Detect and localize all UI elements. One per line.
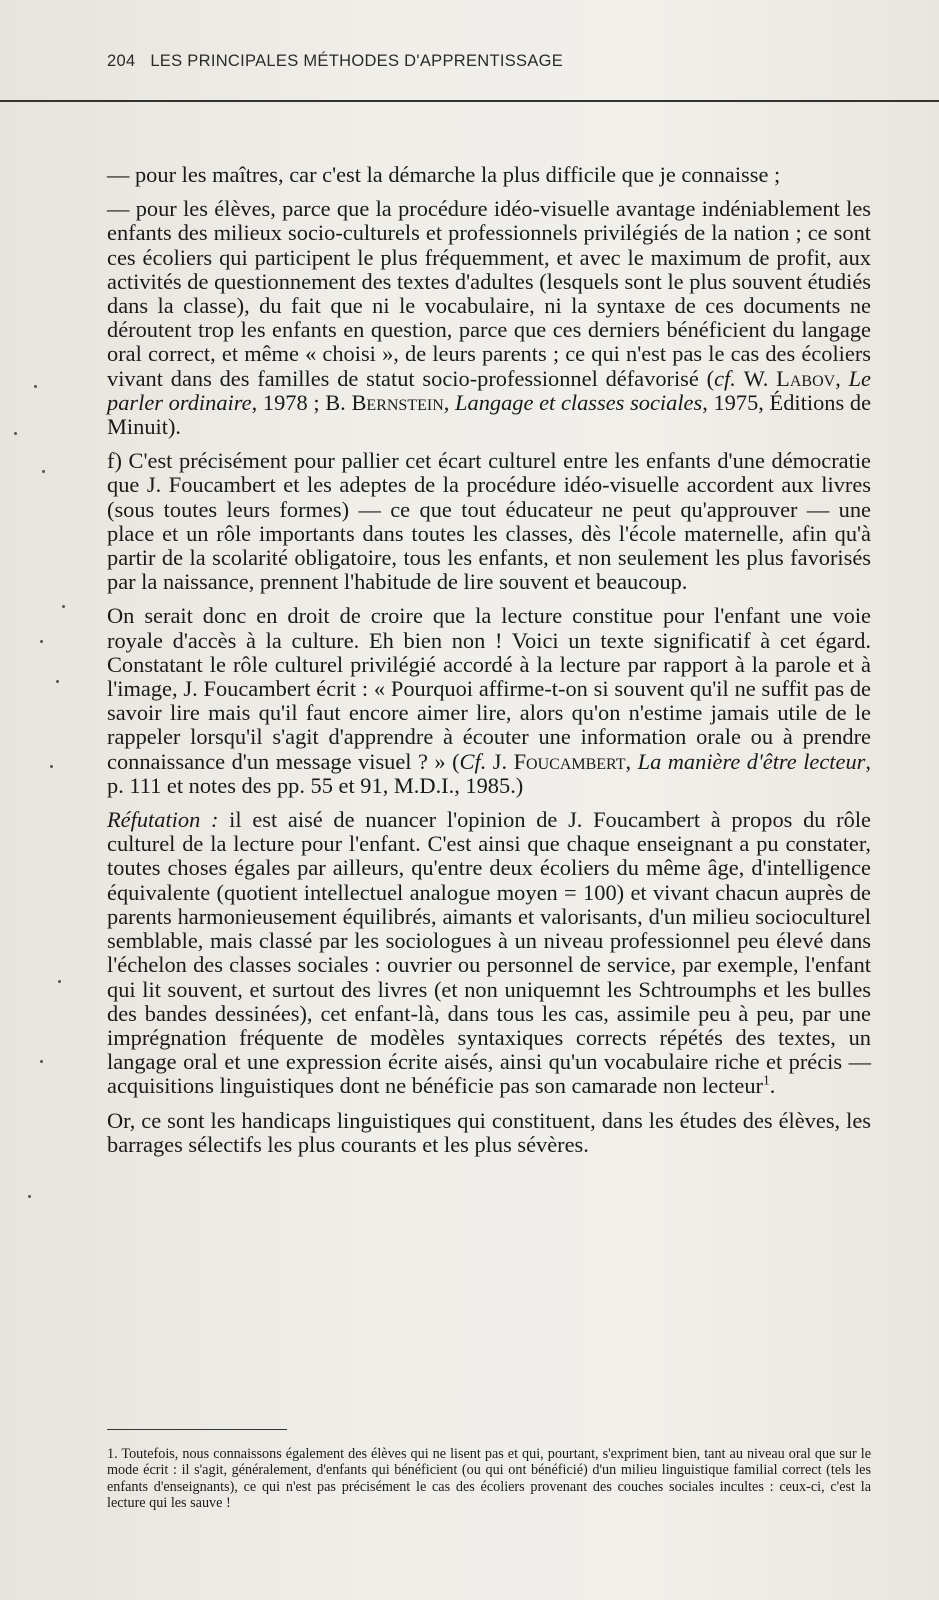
paragraph-6: Or, ce sont les handicaps linguistiques qui constituent, dans les études des élèves, les barrages sélectifs les plus courants et les plus sévères. [107, 1107, 871, 1157]
author-foucambert: Foucambert [513, 748, 626, 774]
speck [40, 1060, 43, 1063]
cf-abbrev: cf. [714, 365, 736, 391]
author-bernstein: Bernstein [351, 389, 444, 415]
paragraph-4-text: On serait donc en droit de croire que la lecture constitue pour l'enfant une voie royale d'accès à la culture. Eh bien non ! Voici un texte significatif à cet égard. Constatant le rôle culturel privilégié accordé à la lecture par rapport à la parole et à l'image, J. Foucambert écrit : « Pourquoi affirme-t-on si souvent qu'il ne suffit pas de savoir lire mais qu'il faut encore aimer lire, alors qu'on n'estime jamais utile de le rappeler lorsqu'il s'agit d'apprendre à écouter une information orale ou à prendre connaissance d'un message visuel ? » ( [107, 603, 871, 774]
speck [14, 432, 17, 435]
paragraph-5-end: . [769, 1073, 776, 1099]
header-rule [0, 100, 939, 102]
paragraph-2-mid: , 1978 ; B. [251, 389, 352, 415]
separator: , [443, 389, 456, 415]
title-langage-classes: Langage et classes sociales [455, 389, 703, 415]
paragraph-4-b: J. [486, 748, 514, 774]
author-labov: W. Labov [743, 365, 836, 391]
running-head [107, 52, 563, 71]
footnote-ref: 1 [762, 1072, 770, 1088]
title-parler-ordinaire: Le parler ordinaire [107, 365, 871, 415]
running-title: LES PRINCIPALES MÉTHODES D'APPRENTISSAGE [150, 52, 564, 70]
footnote-1: 1. Toutefois, nous connaissons également des élèves qui ne lisent pas et qui, pourtant, s'expriment bien, tant au niveau oral que sur le mode écrit : il s'agit, généralement, d'enfants qui bénéficient (ou qui ont bénéficié) d'un milieu linguistique familial correct (tels les enfants d'enseignants), ce qui n'est pas précisément le cas des écoliers provenant des couches sociales incultes : ceux-ci, c'est la lecture qui les sauve ! [107, 1446, 871, 1512]
speck [42, 470, 45, 473]
paragraph-5-text: il est aisé de nuancer l'opinion de J. Foucambert à propos du rôle culturel de la lecture pour l'enfant. C'est ainsi que chaque enseignant a pu constater, toutes choses égales par ailleurs, qu'entre deux écoliers du même âge, d'intelligence équivalente (quotient intellectuel analogue moyen = 100) et vivant chacun auprès de parents harmonieusement équilibrés, aimants et valorisants, d'un milieu socioculturel semblable, mais classé par les sociologues à un niveau professionnel peu élevé dans l'échelon des classes sociales : ouvrier ou personnel de service, par exemple, l'enfant qui lit souvent, et surtout des livres (et non uniquemnt les Schtroumphs et les bulles des bandes dessinées), cet enfant-là, dans tous les cas, assimile peu à peu, par une imprégnation fréquente de modèles syntaxiques corrects répétés des textes, un langage oral et une expression écrite aisés, ainsi qu'un vocabulaire riche et précis — acquisitions linguistiques dont ne bénéficie pas son camarade non lecteur [107, 807, 871, 1099]
speck [56, 680, 59, 683]
paragraph-2-end: , 1975, Éditions de Minuit). [107, 389, 872, 440]
refutation-label: Réfutation : [107, 807, 219, 833]
speck [58, 980, 61, 983]
page-number: 204 [107, 52, 136, 70]
separator: , [835, 365, 849, 391]
title-maniere-lecteur: La manière d'être lecteur [637, 748, 866, 774]
paragraph-1: — pour les maîtres, car c'est la démarche la plus difficile que je connaisse ; [107, 162, 781, 187]
footnote-rule [107, 1429, 287, 1430]
speck [62, 605, 65, 608]
paragraph-5 [107, 808, 871, 1098]
speck [40, 640, 43, 643]
paragraph-4-end: , p. 111 et notes des pp. 55 et 91, M.D.I., 1985.) [107, 748, 871, 798]
separator: , [625, 748, 638, 774]
paragraph-4 [107, 604, 871, 798]
body-text [107, 163, 871, 1167]
speck [50, 765, 53, 768]
footnotes [107, 1446, 871, 1512]
paragraph-2-text: — pour les élèves, parce que la procédure idéo-visuelle avantage indéniablement les enfants des milieux socio-culturels et professionnels privilégiés de la nation ; ce sont ces écoliers qui participent le plus fréquemment, et avec le maximum de profit, aux activités de questionnement des textes d'adultes (lesquels sont le plus souvent étudiés dans la classe), du fait que ni le vocabulaire, ni la syntaxe de ces documents ne déroutent trop les enfants en question, parce que ces derniers bénéficient du langage oral correct, et même « choisi », de leurs parents ; ce qui n'est pas le cas des écoliers vivant dans des familles de statut socio-professionnel défavorisé ( [107, 196, 871, 391]
speck [28, 1195, 31, 1198]
paragraph-2 [107, 197, 871, 439]
speck [34, 385, 37, 388]
cf-abbrev: Cf. [459, 748, 487, 774]
paragraph-3: f) C'est précisément pour pallier cet écart culturel entre les enfants d'une démocratie que J. Foucambert et les adeptes de la procédure idéo-visuelle accordent aux livres (sous toutes leurs formes) — ce que tout éducateur ne peut qu'approuver — une place et un rôle importants dans toutes les classes, dès l'école maternelle, afin qu'à partir de la scolarité obligatoire, tous les enfants, et non seulement les plus favorisés par la naissance, prennent l'habitude de lire souvent et beaucoup. [107, 448, 871, 595]
